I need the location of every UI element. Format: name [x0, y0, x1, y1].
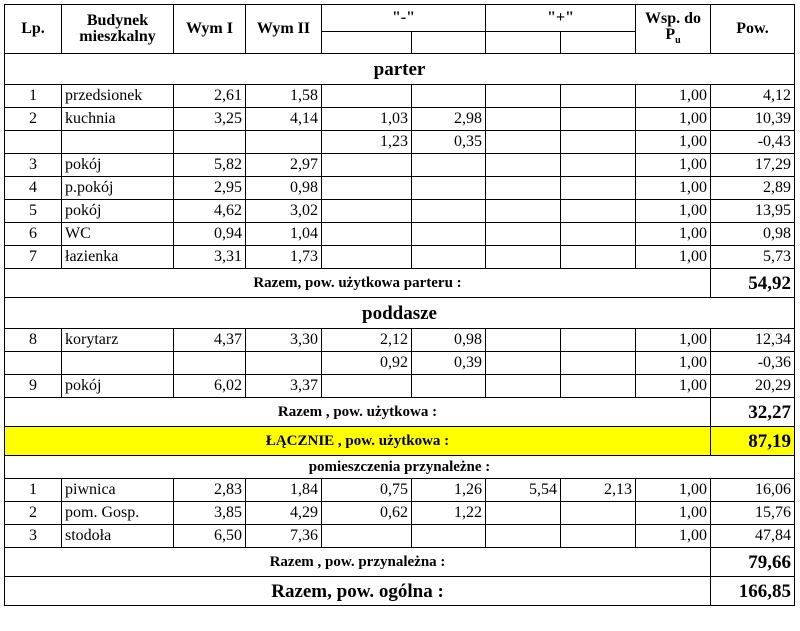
cell-minus-2: 2,98: [412, 108, 486, 131]
cell-lp: 3: [5, 525, 62, 548]
cell-plus-1: [486, 154, 561, 177]
ogolna-total-label: Razem, pow. ogólna :: [5, 577, 711, 606]
cell-wym1: 4,62: [174, 200, 246, 223]
cell-lp: 2: [5, 108, 62, 131]
table-row: [5, 177, 795, 200]
cell-plus-1: [486, 352, 561, 375]
przynalezne-rows: [5, 479, 795, 548]
cell-plus-2: [561, 502, 636, 525]
header-plus-sub2: [561, 32, 636, 54]
cell-wsp: 1,00: [636, 85, 711, 108]
cell-pow: 10,39: [711, 108, 795, 131]
cell-minus-1: 1,23: [322, 131, 412, 154]
cell-minus-1: [322, 177, 412, 200]
cell-wym1: [174, 131, 246, 154]
cell-minus-1: [322, 375, 412, 398]
cell-plus-2: 2,13: [561, 479, 636, 502]
cell-minus-1: [322, 223, 412, 246]
cell-wsp: 1,00: [636, 200, 711, 223]
cell-pow: 12,34: [711, 329, 795, 352]
cell-pow: -0,36: [711, 352, 795, 375]
cell-wym1: 4,37: [174, 329, 246, 352]
cell-wym2: [246, 352, 322, 375]
section-title-poddasze: poddasze: [5, 298, 795, 329]
cell-wym1: [174, 352, 246, 375]
lacznie-label: ŁĄCZNIE , pow. użytkowa :: [5, 427, 711, 456]
parter-total-label: Razem, pow. użytkowa parteru :: [5, 269, 711, 298]
cell-minus-2: [412, 85, 486, 108]
poddasze-rows: [5, 329, 795, 398]
cell-plus-2: [561, 223, 636, 246]
cell-plus-1: [486, 525, 561, 548]
table-row: [5, 108, 795, 131]
cell-plus-1: [486, 246, 561, 269]
table-row: [5, 131, 795, 154]
cell-plus-1: 5,54: [486, 479, 561, 502]
cell-name: WC: [62, 223, 174, 246]
cell-wym1: 3,85: [174, 502, 246, 525]
przynalezne-total-label: Razem , pow. przynależna :: [5, 548, 711, 577]
table-row: [5, 85, 795, 108]
cell-plus-1: [486, 177, 561, 200]
lacznie-row: [5, 427, 795, 456]
cell-plus-2: [561, 525, 636, 548]
cell-name: przedsionek: [62, 85, 174, 108]
cell-minus-2: 0,39: [412, 352, 486, 375]
cell-wsp: 1,00: [636, 246, 711, 269]
cell-lp: [5, 131, 62, 154]
cell-plus-1: [486, 108, 561, 131]
area-table: [4, 4, 795, 606]
cell-minus-1: [322, 200, 412, 223]
parter-total-value: 54,92: [711, 269, 795, 298]
cell-name: p.pokój: [62, 177, 174, 200]
cell-wym2: 7,36: [246, 525, 322, 548]
cell-minus-2: [412, 154, 486, 177]
cell-wsp: 1,00: [636, 108, 711, 131]
cell-wsp: 1,00: [636, 177, 711, 200]
cell-wsp: 1,00: [636, 479, 711, 502]
cell-wym2: 4,14: [246, 108, 322, 131]
cell-lp: 8: [5, 329, 62, 352]
header-minus: "-": [322, 5, 486, 32]
cell-wym2: 1,58: [246, 85, 322, 108]
cell-minus-1: [322, 525, 412, 548]
cell-plus-2: [561, 200, 636, 223]
cell-wsp: 1,00: [636, 131, 711, 154]
cell-name: piwnica: [62, 479, 174, 502]
cell-wym1: 3,25: [174, 108, 246, 131]
cell-plus-1: [486, 85, 561, 108]
cell-wym2: 2,97: [246, 154, 322, 177]
cell-name: pokój: [62, 200, 174, 223]
cell-wsp: 1,00: [636, 154, 711, 177]
cell-lp: 9: [5, 375, 62, 398]
cell-lp: 2: [5, 502, 62, 525]
cell-minus-2: 0,98: [412, 329, 486, 352]
cell-lp: 7: [5, 246, 62, 269]
cell-name: pokój: [62, 154, 174, 177]
header-lp: Lp.: [5, 5, 62, 54]
cell-pow: 0,98: [711, 223, 795, 246]
cell-pow: 13,95: [711, 200, 795, 223]
cell-plus-2: [561, 108, 636, 131]
header-wym1: Wym I: [174, 5, 246, 54]
cell-plus-2: [561, 131, 636, 154]
cell-wym2: 3,37: [246, 375, 322, 398]
cell-wsp: 1,00: [636, 525, 711, 548]
cell-lp: 4: [5, 177, 62, 200]
cell-plus-2: [561, 352, 636, 375]
cell-minus-1: 0,75: [322, 479, 412, 502]
cell-wym2: 0,98: [246, 177, 322, 200]
cell-plus-1: [486, 502, 561, 525]
cell-minus-1: 0,62: [322, 502, 412, 525]
cell-plus-2: [561, 375, 636, 398]
cell-name: [62, 352, 174, 375]
cell-lp: 5: [5, 200, 62, 223]
cell-pow: 15,76: [711, 502, 795, 525]
cell-minus-1: [322, 154, 412, 177]
cell-wym2: [246, 131, 322, 154]
header-wym2: Wym II: [246, 5, 322, 54]
header-minus-sub1: [322, 32, 412, 54]
table-row: [5, 329, 795, 352]
cell-wym1: 0,94: [174, 223, 246, 246]
cell-pow: 16,06: [711, 479, 795, 502]
cell-wym2: 1,84: [246, 479, 322, 502]
cell-lp: 3: [5, 154, 62, 177]
cell-minus-1: [322, 246, 412, 269]
section-title-parter: parter: [5, 54, 795, 85]
cell-wsp: 1,00: [636, 329, 711, 352]
cell-name: pokój: [62, 375, 174, 398]
cell-minus-2: [412, 223, 486, 246]
cell-name: łazienka: [62, 246, 174, 269]
cell-wym1: 2,95: [174, 177, 246, 200]
cell-minus-2: 1,26: [412, 479, 486, 502]
cell-wym2: 4,29: [246, 502, 322, 525]
table-row: [5, 502, 795, 525]
cell-lp: 1: [5, 85, 62, 108]
cell-minus-2: 1,22: [412, 502, 486, 525]
header-plus-sub1: [486, 32, 561, 54]
cell-plus-1: [486, 223, 561, 246]
cell-wym1: 6,02: [174, 375, 246, 398]
cell-pow: 47,84: [711, 525, 795, 548]
cell-lp: 6: [5, 223, 62, 246]
cell-wym1: 6,50: [174, 525, 246, 548]
cell-wym2: 1,04: [246, 223, 322, 246]
cell-plus-2: [561, 154, 636, 177]
cell-plus-2: [561, 177, 636, 200]
cell-plus-1: [486, 329, 561, 352]
header-budynek: Budynek mieszkalny: [62, 5, 174, 54]
table-row: [5, 352, 795, 375]
table-row: [5, 246, 795, 269]
cell-pow: 17,29: [711, 154, 795, 177]
cell-wym1: 2,83: [174, 479, 246, 502]
cell-wsp: 1,00: [636, 375, 711, 398]
cell-plus-2: [561, 85, 636, 108]
cell-plus-1: [486, 375, 561, 398]
cell-wsp: 1,00: [636, 502, 711, 525]
cell-wsp: 1,00: [636, 223, 711, 246]
header-plus: "+": [486, 5, 636, 32]
cell-plus-2: [561, 329, 636, 352]
cell-name: stodoła: [62, 525, 174, 548]
cell-wym1: 3,31: [174, 246, 246, 269]
cell-minus-1: 2,12: [322, 329, 412, 352]
cell-minus-1: 1,03: [322, 108, 412, 131]
cell-wym2: 3,30: [246, 329, 322, 352]
przynalezne-total-value: 79,66: [711, 548, 795, 577]
cell-minus-1: [322, 85, 412, 108]
lacznie-value: 87,19: [711, 427, 795, 456]
cell-wsp: 1,00: [636, 352, 711, 375]
cell-name: kuchnia: [62, 108, 174, 131]
cell-plus-1: [486, 200, 561, 223]
cell-pow: 20,29: [711, 375, 795, 398]
poddasze-total-label: Razem , pow. użytkowa :: [5, 398, 711, 427]
cell-pow: 5,73: [711, 246, 795, 269]
cell-plus-1: [486, 131, 561, 154]
cell-minus-2: [412, 177, 486, 200]
cell-minus-1: 0,92: [322, 352, 412, 375]
cell-wym2: 3,02: [246, 200, 322, 223]
cell-wym2: 1,73: [246, 246, 322, 269]
cell-lp: 1: [5, 479, 62, 502]
parter-rows: [5, 85, 795, 269]
table-row: [5, 375, 795, 398]
cell-name: [62, 131, 174, 154]
cell-pow: 2,89: [711, 177, 795, 200]
poddasze-total-value: 32,27: [711, 398, 795, 427]
cell-pow: 4,12: [711, 85, 795, 108]
cell-wym1: 2,61: [174, 85, 246, 108]
cell-pow: -0,43: [711, 131, 795, 154]
cell-minus-2: [412, 200, 486, 223]
section-title-przynalezne: pomieszczenia przynależne :: [5, 456, 795, 479]
cell-name: pom. Gosp.: [62, 502, 174, 525]
cell-minus-2: [412, 246, 486, 269]
cell-plus-2: [561, 246, 636, 269]
header-minus-sub2: [412, 32, 486, 54]
ogolna-total-value: 166,85: [711, 577, 795, 606]
header-pow: Pow.: [711, 5, 795, 54]
cell-name: korytarz: [62, 329, 174, 352]
cell-minus-2: [412, 375, 486, 398]
table-row: [5, 525, 795, 548]
header-wsp: Wsp. do $P_u$: [636, 5, 711, 54]
cell-minus-2: [412, 525, 486, 548]
cell-lp: [5, 352, 62, 375]
table-row: [5, 223, 795, 246]
table-row: [5, 200, 795, 223]
table-row: [5, 479, 795, 502]
cell-minus-2: 0,35: [412, 131, 486, 154]
cell-wym1: 5,82: [174, 154, 246, 177]
table-row: [5, 154, 795, 177]
